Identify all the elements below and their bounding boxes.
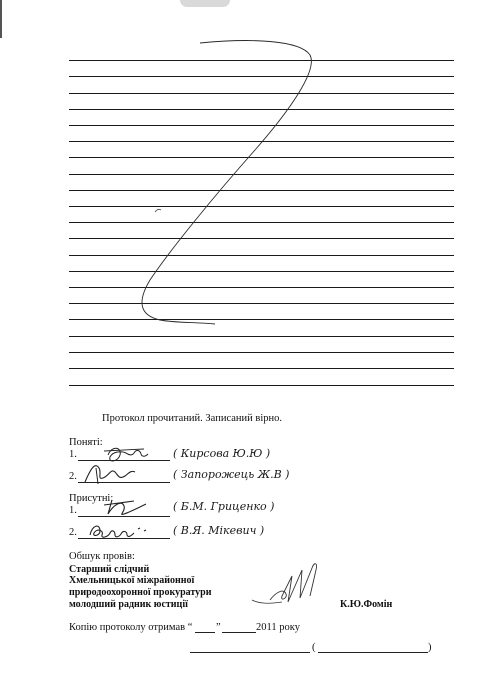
investigator-name: К.Ю.Фомін — [340, 599, 393, 610]
witness-2-number: 2. — [69, 471, 77, 482]
witness-1-number: 1. — [69, 449, 77, 460]
day-blank — [195, 632, 215, 633]
position-line-4: молодший радник юстиції — [69, 599, 188, 610]
copy-receipt-year: 2011 року — [256, 622, 300, 633]
month-blank — [222, 632, 256, 633]
witnesses-label: Поняті: — [69, 437, 103, 448]
position-line-3: природоохоронної прокуратури — [69, 587, 212, 598]
search-label: Обшук провів: — [69, 551, 135, 562]
present-2-number: 2. — [69, 527, 77, 538]
copy-receipt-prefix: Копію протоколу отримав “ — [69, 622, 193, 633]
recipient-paren-close: ) — [428, 642, 432, 653]
position-line-1: Старший слідчий — [69, 564, 150, 575]
recipient-paren-open: ( — [312, 642, 316, 653]
present-2-name: ( В.Я. Мікевич ) — [173, 524, 265, 537]
present-1-name: ( Б.М. Гриценко ) — [173, 500, 275, 513]
recipient-name-line — [318, 652, 428, 653]
witness-1-name: ( Кирсова Ю.Ю ) — [173, 447, 271, 460]
copy-receipt-quote: ” — [216, 622, 221, 633]
statement-text: Протокол прочитаний. Записаний вірно. — [102, 413, 282, 424]
recipient-signature-line — [190, 652, 310, 653]
present-1-number: 1. — [69, 505, 77, 516]
position-line-2: Хмельницької міжрайонної — [69, 575, 195, 586]
present-label: Присутні: — [69, 493, 114, 504]
witness-2-name: ( Запорожець Ж.В ) — [173, 468, 290, 481]
